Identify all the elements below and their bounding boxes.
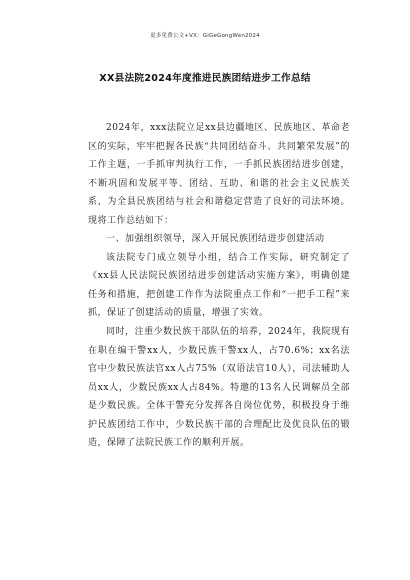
paragraph-intro: 2024年，xxx法院立足xx县边疆地区、民族地区、革命老区的实际，牢牢把握各民族“共同团结奋斗、共同繁荣发展”的工作主题，一手抓审判执行工作，一手抓民族团结进步创建，不断巩固和发展平等、团结、互助、和谐的社会主义民族关系，为全县民族团结与社会和谐稳定营造了良好的司法环境。现将工作总结如下： xyxy=(88,123,350,226)
document-title: XX县法院2024年度推进民族团结进步工作总结 xyxy=(99,73,311,84)
section-heading-1: 一、加强组织领导，深入开展民族团结进步创建活动 xyxy=(106,234,325,245)
header-note: 更多免费公文+VX：GiGeGongWen2024 xyxy=(150,33,260,39)
paragraph-cadre-training: 同时，注重少数民族干部队伍的培养，2024年，我院现有在职在编干警xx人，少数民族干警xx人，占70.6%；xx名法官中少数民族法官xx人占75%（双语法官10人），司法辅助人员xx人，少数民族xx人占84%。特邀的13名人民调解员全部是少数民族。全体干警充分发挥各自岗位优势，积极投身于维护民族团结工作中，少数民族干部的合理配比及优良队伍的锻造，保障了法院民族工作的顺利开展。 xyxy=(88,327,350,449)
document-body xyxy=(88,119,350,453)
paragraph-leadership: 该法院专门成立领导小组，结合工作实际，研究制定了《xx县人民法院民族团结进步创建活动实施方案》，明确创建任务和措施，把创建工作作为法院重点工作和“一把手工程”来抓，保证了创建活动的质量，增强了实效。 xyxy=(88,252,350,319)
